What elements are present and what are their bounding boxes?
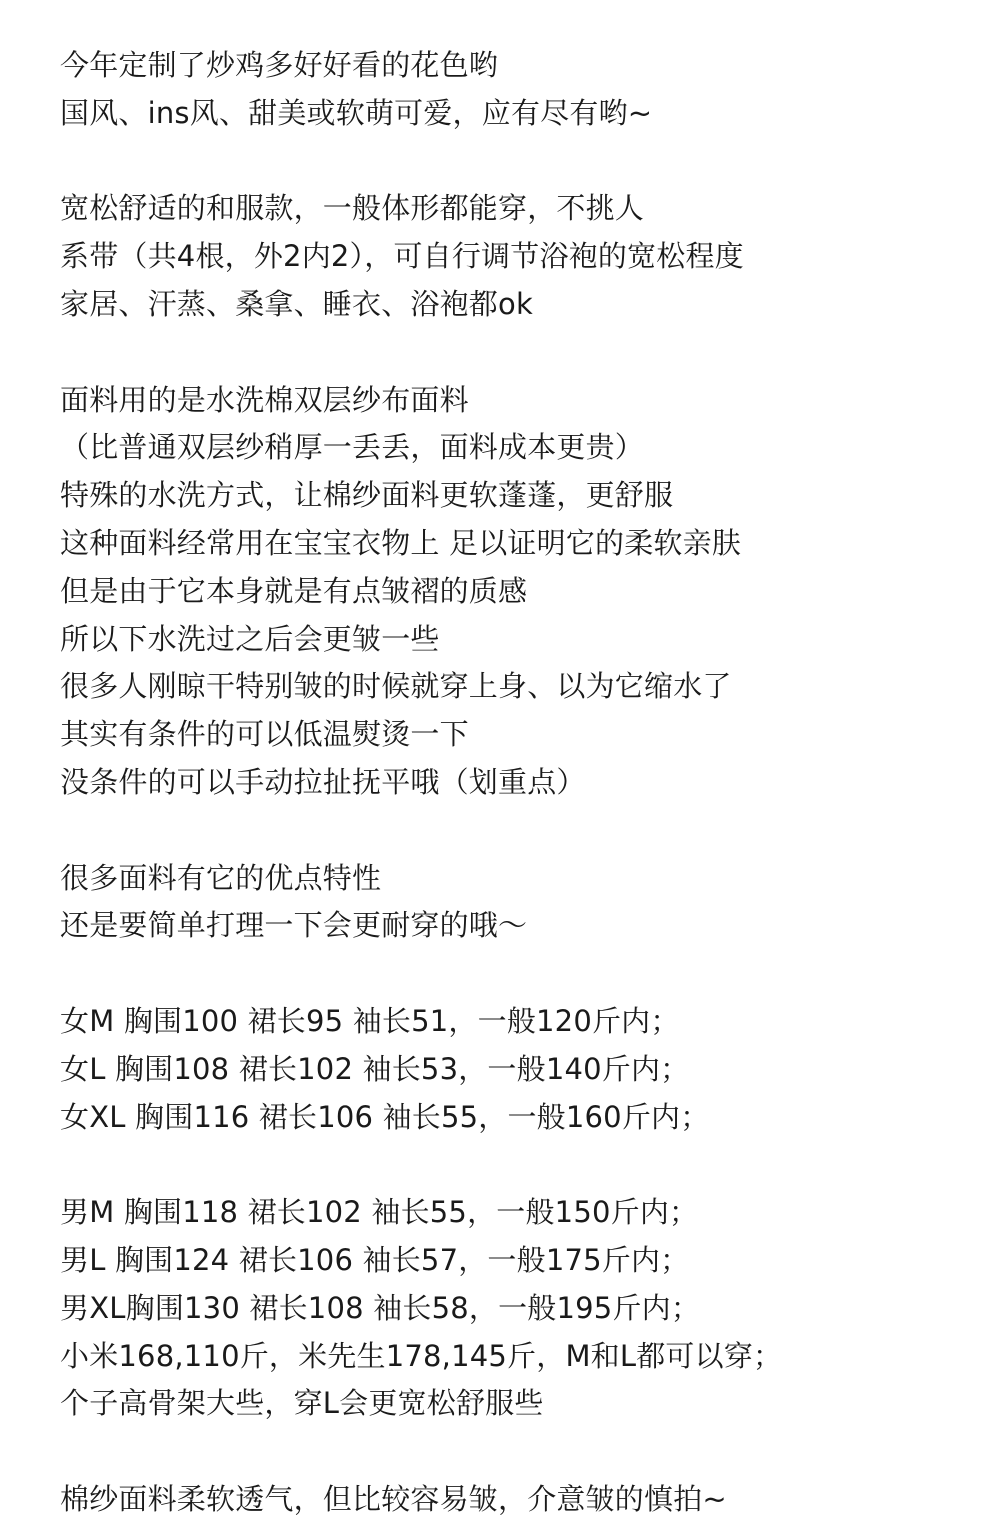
text-line: 国风、ins风、甜美或软萌可爱，应有尽有哟~ (60, 95, 653, 130)
text-line: 棉纱面料柔软透气，但比较容易皱，介意皱的慎拍~ (60, 1481, 727, 1516)
text-line: 小米168,110斤，米先生178,145斤，M和L都可以穿； (60, 1338, 783, 1373)
text-line: 很多人刚晾干特别皱的时候就穿上身、以为它缩水了 (60, 669, 732, 704)
text-line: 系带（共4根，外2内2），可自行调节浴袍的宽松程度 (60, 239, 744, 274)
size-line-women-l: 女L 胸围108 裙长102 袖长53，一般140斤内； (60, 1051, 690, 1086)
blank-line (60, 950, 960, 998)
size-line-men-l: 男L 胸围124 裙长106 袖长57，一般175斤内； (60, 1242, 690, 1277)
text-line: （比普通双层纱稍厚一丢丢，面料成本更贵） (60, 430, 645, 465)
product-description-text (60, 42, 960, 1524)
blank-line (60, 807, 960, 855)
text-line: 还是要简单打理一下会更耐穿的哦～ (60, 908, 528, 943)
text-line: 面料用的是水洗棉双层纱布面料 (60, 382, 469, 417)
text-line: 家居、汗蒸、桑拿、睡衣、浴袍都ok (60, 286, 533, 321)
blank-line (60, 1141, 960, 1189)
size-line-men-xl: 男XL胸围130 裙长108 袖长58，一般195斤内； (60, 1290, 701, 1325)
text-line: 没条件的可以手动拉扯抚平哦（划重点） (60, 764, 586, 799)
text-line: 这种面料经常用在宝宝衣物上 足以证明它的柔软亲肤 (60, 525, 742, 560)
text-line: 宽松舒适的和服款，一般体形都能穿，不挑人 (60, 191, 645, 226)
blank-line (60, 329, 960, 377)
text-line: 但是由于它本身就是有点皱褶的质感 (60, 573, 528, 608)
text-line: 个子高骨架大些，穿L会更宽松舒服些 (60, 1386, 544, 1421)
blank-line (60, 138, 960, 186)
text-line: 今年定制了炒鸡多好好看的花色哟 (60, 48, 499, 82)
size-line-women-m: 女M 胸围100 裙长95 袖长51，一般120斤内； (60, 1003, 680, 1038)
blank-line (60, 1428, 960, 1476)
text-line: 其实有条件的可以低温熨烫一下 (60, 717, 469, 752)
size-line-women-xl: 女XL 胸围116 裙长106 袖长55，一般160斤内； (60, 1099, 710, 1134)
size-line-men-m: 男M 胸围118 裙长102 袖长55，一般150斤内； (60, 1195, 699, 1230)
text-line: 很多面料有它的优点特性 (60, 860, 382, 895)
text-line: 所以下水洗过之后会更皱一些 (60, 621, 440, 656)
text-line: 特殊的水洗方式，让棉纱面料更软蓬蓬，更舒服 (60, 478, 674, 513)
